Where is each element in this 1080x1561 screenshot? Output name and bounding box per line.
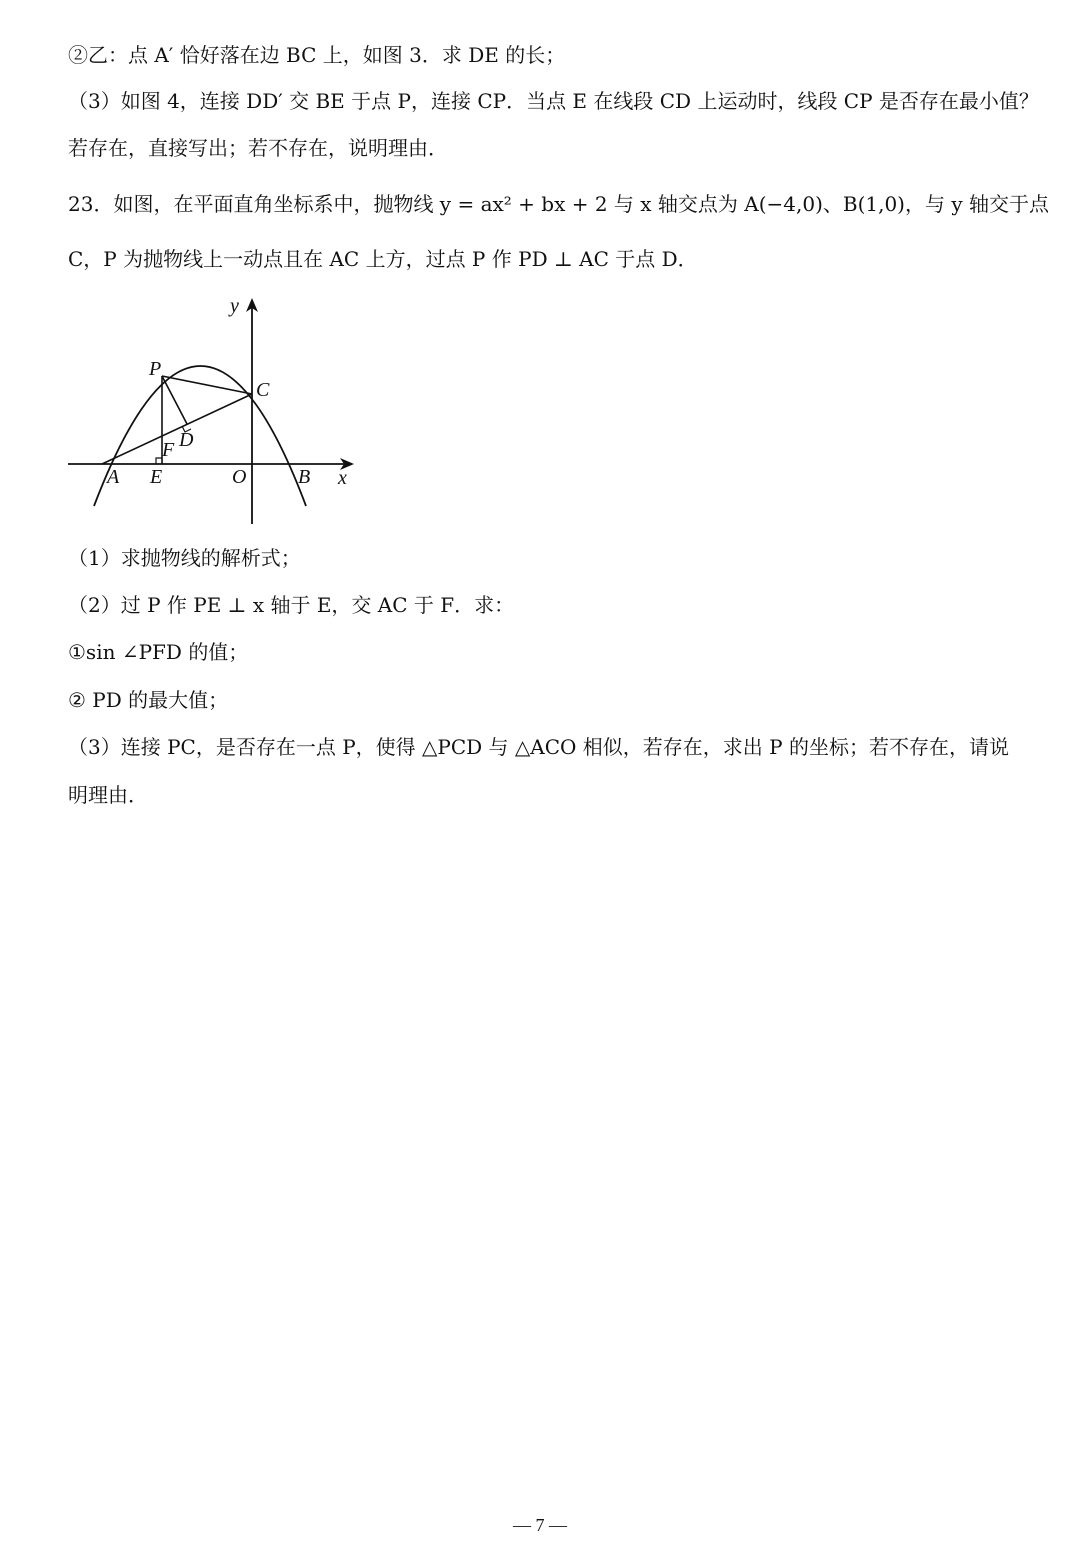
- text-line-3: 若存在，直接写出；若不存在，说明理由．: [68, 136, 448, 160]
- subquestion-2-part-2: ② PD 的最大值；: [68, 688, 229, 712]
- label-P: P: [149, 358, 162, 380]
- label-C: C: [256, 379, 270, 401]
- text-line-2: （3）如图 4，连接 DD′ 交 BE 于点 P，连接 CP．当点 E 在线段 CD 上运动时，线段 CP 是否存在最小值？: [68, 89, 1039, 113]
- subquestion-2: （2）过 P 作 PE ⊥ x 轴于 E，交 AC 于 F．求：: [68, 593, 515, 617]
- text-line-1: ②乙：点 A′ 恰好落在边 BC 上，如图 3．求 DE 的长；: [68, 43, 566, 67]
- question-23-line-2: C，P 为抛物线上一动点且在 AC 上方，过点 P 作 PD ⊥ AC 于点 D．: [68, 247, 698, 271]
- label-F: F: [162, 439, 175, 461]
- label-A: A: [107, 466, 120, 488]
- label-x: x: [338, 467, 347, 489]
- question-23-line-1: 23．如图，在平面直角坐标系中，抛物线 y = ax² + bx + 2 与 x 轴交点为 A(−4,0)、B(1,0)，与 y 轴交于点: [68, 192, 1049, 216]
- subquestion-3-line-1: （3）连接 PC，是否存在一点 P，使得 △PCD 与 △ACO 相似，若存在，求出 P 的坐标；若不存在，请说: [68, 735, 1009, 759]
- label-B: B: [298, 466, 311, 488]
- parabola-curve: [94, 366, 306, 506]
- label-O: O: [232, 466, 247, 488]
- parabola-figure: [58, 288, 368, 533]
- subquestion-2-part-1: ①sin ∠PFD 的值；: [68, 640, 249, 664]
- label-E: E: [150, 466, 163, 488]
- page-number: — 7 —: [513, 1515, 567, 1535]
- subquestion-3-line-2: 明理由．: [68, 783, 148, 807]
- label-y: y: [230, 295, 239, 317]
- segment-PD: [162, 376, 187, 424]
- label-D: D: [179, 429, 194, 451]
- subquestion-1: （1）求抛物线的解析式；: [68, 546, 301, 570]
